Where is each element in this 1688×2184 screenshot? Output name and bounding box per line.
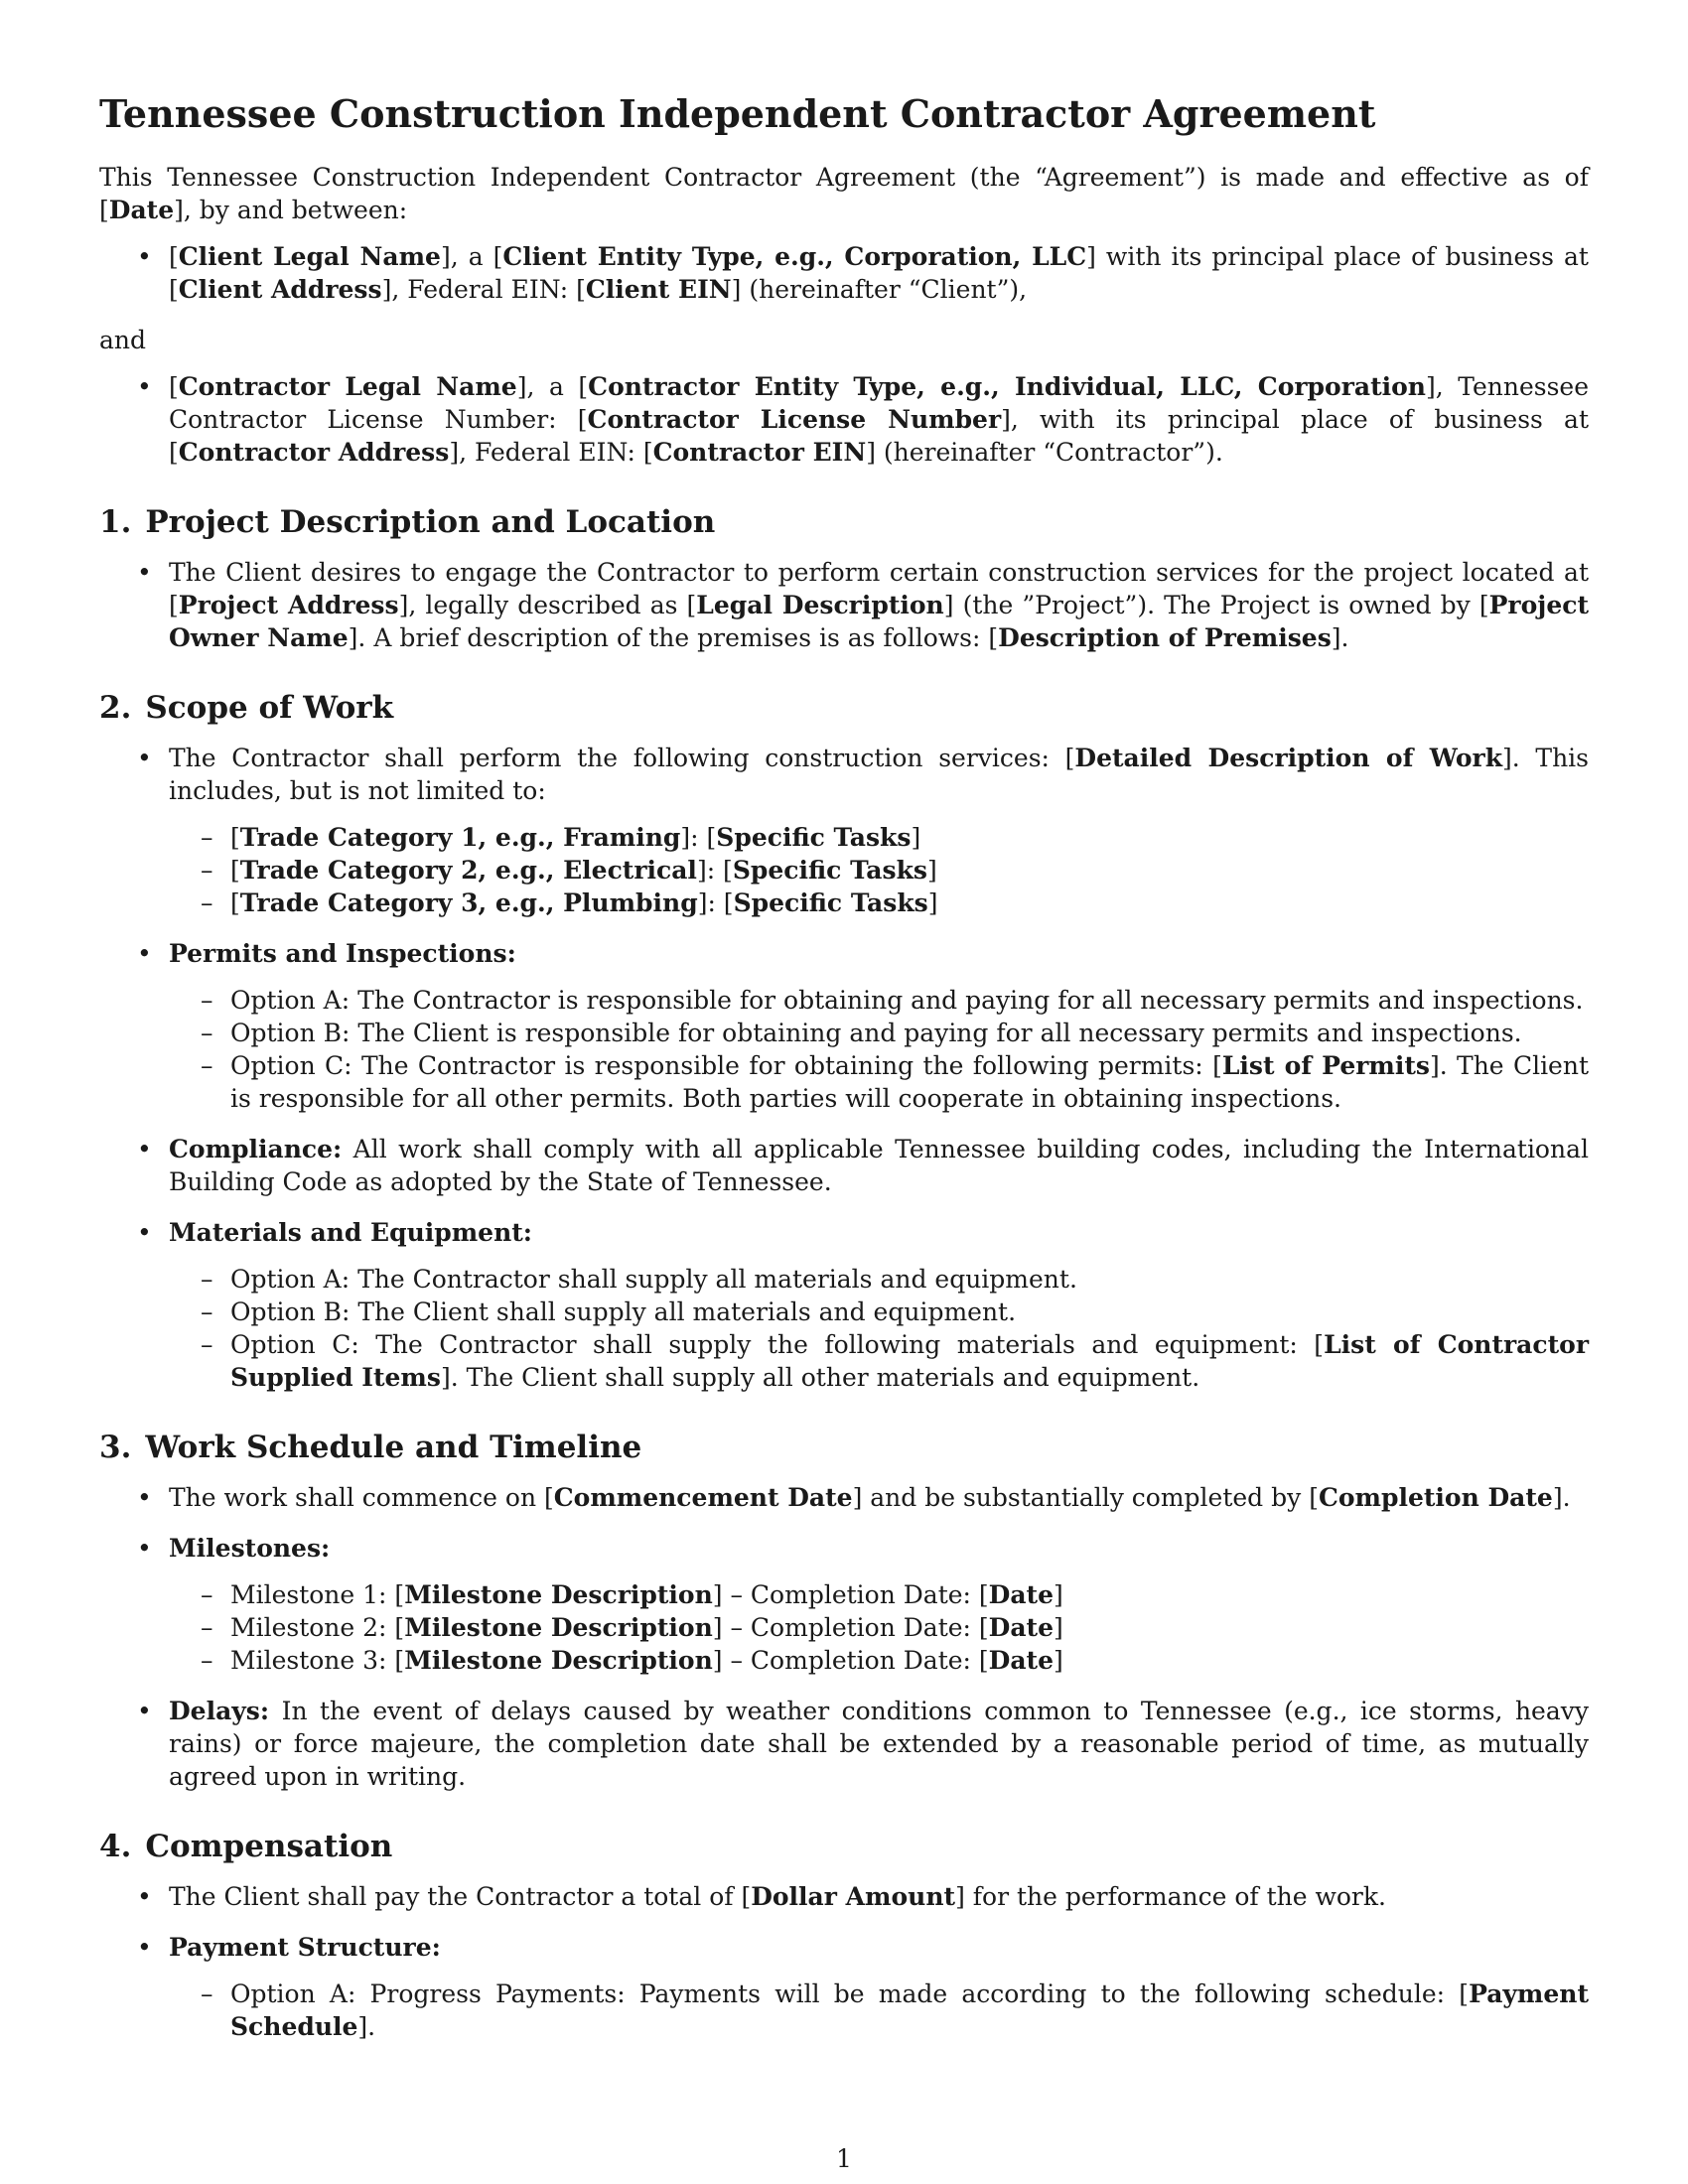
compensation-item — [99, 1880, 1589, 1913]
client-entity-placeholder: Client Entity Type, e.g., Corporation, LLC — [502, 242, 1087, 271]
permits-item — [99, 937, 1589, 1115]
payment-a-text: ]. — [357, 2012, 376, 2041]
client-name-placeholder: Client Legal Name — [178, 242, 441, 271]
trade-item: – [Trade Category 1, e.g., Framing]: [Specific Tasks] — [169, 821, 1589, 854]
project-description-item — [99, 556, 1589, 654]
section-title: Scope of Work — [145, 690, 394, 726]
contractor-party-list — [99, 370, 1589, 469]
contractor-party-item — [99, 370, 1589, 469]
scope-item — [99, 742, 1589, 919]
milestone-description-placeholder: Milestone Description — [404, 1580, 713, 1609]
delays-label: Delays: — [169, 1697, 270, 1725]
client-text: ], a [ — [440, 242, 503, 271]
project-address-placeholder: Project Address — [178, 591, 399, 619]
contractor-entity-placeholder: Contractor Entity Type, e.g., Individual, LLC, Corporation — [588, 372, 1426, 401]
payment-a-text: Option A: Progress Payments: Payments will be made according to the following schedule: [ — [230, 1979, 1470, 2008]
s3-text: ]. — [1552, 1483, 1571, 1512]
milestone-date-placeholder: Date — [988, 1646, 1055, 1675]
permit-option-a: – Option A: The Contractor is responsible for obtaining and paying for all necessary permits and inspections. — [169, 984, 1589, 1017]
trade-item: – [Trade Category 2, e.g., Electrical]: [Specific Tasks] — [169, 854, 1589, 887]
trade-item: – [Trade Category 3, e.g., Plumbing]: [Specific Tasks] — [169, 887, 1589, 919]
client-text: [ — [169, 242, 179, 271]
contractor-text: ], Federal EIN: [ — [449, 438, 653, 467]
milestone-item — [169, 1644, 1589, 1677]
payment-option-a — [169, 1978, 1589, 2043]
contractor-text: ], a [ — [516, 372, 589, 401]
s1-text: ]. A brief description of the premises is as follows: [ — [348, 623, 999, 652]
s1-text: ], legally described as [ — [398, 591, 697, 619]
legal-description-placeholder: Legal Description — [696, 591, 944, 619]
payment-structure-label: Payment Structure: — [169, 1933, 441, 1962]
payment-schedule-placeholder: Payment Schedule — [230, 1979, 1589, 2041]
intro-text: This Tennessee Construction Independent Contractor Agreement (the “Agreement”) is made and effective as of [ — [99, 163, 1589, 224]
milestone-text: ] — [1054, 1646, 1063, 1675]
permits-list-placeholder: List of Permits — [1221, 1051, 1430, 1080]
milestone-text: ] — [1054, 1580, 1063, 1609]
contractor-text: ], with its principal place of business at [ — [169, 405, 1589, 467]
section-title: Compensation — [145, 1829, 393, 1864]
milestone-text: ] – Completion Date: [ — [712, 1613, 989, 1642]
milestone-description-placeholder: Milestone Description — [404, 1646, 713, 1675]
milestone-item — [169, 1578, 1589, 1611]
material-option-c — [169, 1328, 1589, 1394]
permits-label: Permits and Inspections: — [169, 939, 516, 968]
section-number: 2. — [99, 690, 132, 726]
permits-options — [169, 984, 1589, 1115]
project-owner-placeholder: Project Owner Name — [169, 591, 1589, 652]
supplied-items-placeholder: List of Contractor Supplied Items — [230, 1330, 1589, 1392]
client-ein-placeholder: Client EIN — [585, 275, 732, 304]
s1-text: The Client desires to engage the Contractor to perform certain construction services for the project located at [ — [169, 558, 1589, 619]
completion-date-placeholder: Completion Date — [1318, 1483, 1553, 1512]
contractor-text: ], Tennessee Contractor License Number: [ — [169, 372, 1589, 434]
materials-label: Materials and Equipment: — [169, 1218, 533, 1247]
client-text: ] with its principal place of business at [ — [169, 242, 1589, 304]
contractor-address-placeholder: Contractor Address — [178, 438, 450, 467]
client-party-item — [99, 240, 1589, 306]
document-page — [99, 79, 1589, 2061]
section-title: Work Schedule and Timeline — [145, 1430, 642, 1465]
milestone-list — [169, 1578, 1589, 1677]
section-number: 1. — [99, 504, 132, 540]
permit-option-c — [169, 1049, 1589, 1115]
section-heading-4 — [99, 1827, 1589, 1866]
client-address-placeholder: Client Address — [178, 275, 382, 304]
material-c-text: ]. The Client shall supply all other materials and equipment. — [440, 1363, 1200, 1392]
milestones-item — [99, 1532, 1589, 1677]
s2-text: ]. This includes, but is not limited to: — [169, 744, 1590, 805]
intro-date-placeholder: Date — [108, 196, 175, 224]
permit-c-text: ]. The Client is responsible for all other permits. Both parties will cooperate in obtaining inspections. — [230, 1051, 1590, 1113]
specific-tasks-placeholder: Specific Tasks — [716, 823, 912, 852]
dollar-amount-placeholder: Dollar Amount — [751, 1882, 956, 1911]
payment-structure-item — [99, 1931, 1589, 2043]
schedule-item — [99, 1481, 1589, 1514]
client-text: ] (hereinafter “Client”), — [731, 275, 1028, 304]
s3-text: ] and be substantially completed by [ — [852, 1483, 1319, 1512]
contractor-text: [ — [169, 372, 179, 401]
s1-text: ] (the ”Project”). The Project is owned by [ — [943, 591, 1489, 619]
intro-text: ], by and between: — [174, 196, 408, 224]
material-c-text: Option C: The Contractor shall supply the following materials and equipment: [ — [230, 1330, 1325, 1359]
delays-item — [99, 1695, 1589, 1793]
compliance-text: All work shall comply with all applicable Tennessee building codes, including the International Building Code as adopted by the State of Tennessee. — [169, 1135, 1589, 1196]
contractor-license-placeholder: Contractor License Number — [587, 405, 1002, 434]
milestone-text: ] — [1054, 1613, 1063, 1642]
milestone-date-placeholder: Date — [988, 1580, 1055, 1609]
material-option-a: – Option A: The Contractor shall supply all materials and equipment. — [169, 1263, 1589, 1296]
milestone-description-placeholder: Milestone Description — [404, 1613, 713, 1642]
premises-placeholder: Description of Premises — [998, 623, 1332, 652]
s4-text: The Client shall pay the Contractor a total of [ — [169, 1882, 752, 1911]
section-number: 3. — [99, 1430, 132, 1465]
permit-c-text: Option C: The Contractor is responsible for obtaining the following permits: [ — [230, 1051, 1222, 1080]
section-heading-1 — [99, 502, 1589, 542]
s2-text: The Contractor shall perform the following construction services: [ — [169, 744, 1075, 772]
specific-tasks-placeholder: Specific Tasks — [733, 888, 928, 917]
section-1-list — [99, 556, 1589, 654]
s4-text: ] for the performance of the work. — [955, 1882, 1386, 1911]
milestone-text: ] – Completion Date: [ — [712, 1646, 989, 1675]
section-2-list — [99, 742, 1589, 1394]
and-text: and — [99, 326, 147, 354]
page-number: 1 — [836, 2144, 852, 2173]
section-title: Project Description and Location — [145, 504, 716, 540]
trade-category-placeholder: Trade Category 2, e.g., Electrical — [239, 856, 697, 885]
milestone-text: Milestone 3: [ — [230, 1646, 405, 1675]
trade-category-placeholder: Trade Category 1, e.g., Framing — [239, 823, 681, 852]
specific-tasks-placeholder: Specific Tasks — [732, 856, 927, 885]
materials-options — [169, 1263, 1589, 1394]
payment-options — [169, 1978, 1589, 2043]
work-description-placeholder: Detailed Description of Work — [1074, 744, 1503, 772]
s3-text: The work shall commence on [ — [169, 1483, 554, 1512]
commencement-date-placeholder: Commencement Date — [553, 1483, 853, 1512]
delays-text: In the event of delays caused by weather conditions common to Tennessee (e.g., ice storms, heavy rains) or force majeure, the completion date shall be extended by a reasonable period of time, as mutually agreed upon in writing. — [169, 1697, 1589, 1791]
intro-paragraph — [99, 161, 1589, 226]
milestone-text: Milestone 2: [ — [230, 1613, 405, 1642]
section-3-list — [99, 1481, 1589, 1793]
contractor-name-placeholder: Contractor Legal Name — [178, 372, 517, 401]
section-heading-2 — [99, 688, 1589, 728]
trade-list — [169, 821, 1589, 919]
milestone-date-placeholder: Date — [988, 1613, 1055, 1642]
section-number: 4. — [99, 1829, 132, 1864]
client-text: ], Federal EIN: [ — [381, 275, 586, 304]
milestone-item — [169, 1611, 1589, 1644]
section-heading-3 — [99, 1428, 1589, 1467]
materials-item — [99, 1216, 1589, 1394]
trade-category-placeholder: Trade Category 3, e.g., Plumbing — [239, 888, 698, 917]
contractor-ein-placeholder: Contractor EIN — [652, 438, 867, 467]
milestones-label: Milestones: — [169, 1534, 331, 1563]
document-title: Tennessee Construction Independent Contractor Agreement — [99, 91, 1376, 136]
s1-text: ]. — [1331, 623, 1349, 652]
section-4-list — [99, 1880, 1589, 2043]
compliance-item — [99, 1133, 1589, 1198]
contractor-text: ] (hereinafter “Contractor”). — [866, 438, 1223, 467]
client-party-list — [99, 240, 1589, 306]
material-option-b: – Option B: The Client shall supply all materials and equipment. — [169, 1296, 1589, 1328]
milestone-text: Milestone 1: [ — [230, 1580, 405, 1609]
compliance-label: Compliance: — [169, 1135, 343, 1163]
permit-option-b: – Option B: The Client is responsible for obtaining and paying for all necessary permits and inspections. — [169, 1017, 1589, 1049]
milestone-text: ] – Completion Date: [ — [712, 1580, 989, 1609]
